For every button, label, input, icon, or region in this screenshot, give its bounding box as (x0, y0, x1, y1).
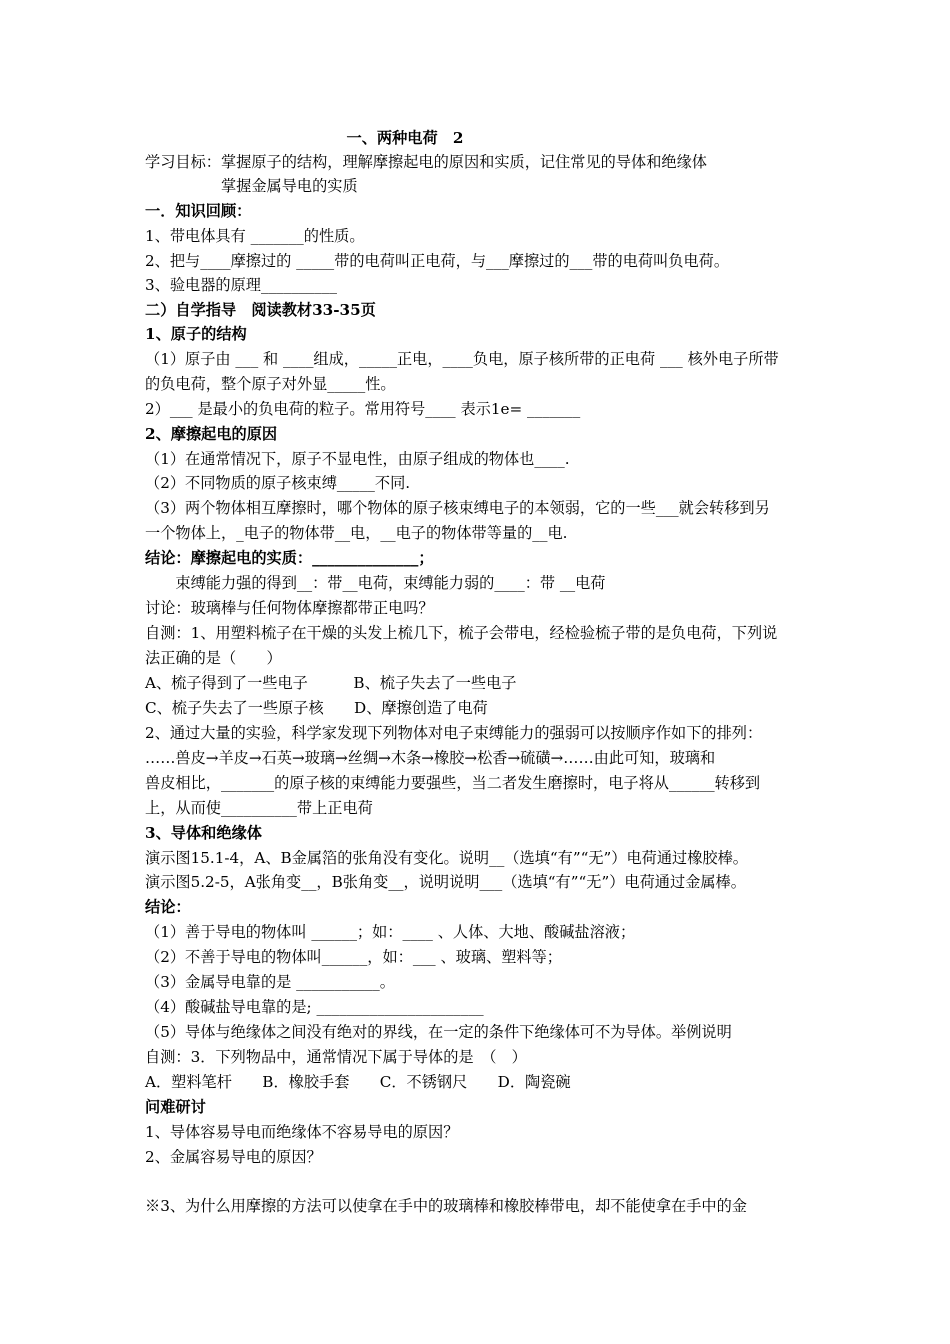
conclusion-item-2: （2）不善于导电的物体叫______，如：___ 、玻璃、塑料等； (145, 948, 562, 966)
section-heading-review: 一．知识回顾： (145, 202, 252, 220)
discussion-q2: 2、金属容易导电的原因？ (145, 1148, 322, 1166)
demo-line-1: 演示图15.1-4，A、B金属箔的张角没有变化。说明__（选填“有”“无”）电荷通过橡胶棒。 (145, 849, 748, 867)
question-2: 2、通过大量的实验，科学家发现下列物体对电子束缚能力的强弱可以按顺序作如下的排列： (145, 724, 763, 742)
atom-item-2: 2）___ 是最小的负电荷的粒子。常用符号____ 表示1e= _______ (145, 400, 581, 418)
conclusion-item-4: （4）酸碱盐导电靠的是; ______________________ (145, 998, 484, 1016)
learning-goals-line-2: 掌握金属导电的实质 (145, 177, 358, 195)
conclusion-item-3: （3）金属导电靠的是 ___________。 (145, 973, 395, 991)
discussion-q1: 1、导体容易导电而绝缘体不容易导电的原因？ (145, 1123, 459, 1141)
conclusion-heading: 结论： (145, 898, 191, 916)
subheading-friction-cause: 2、摩擦起电的原因 (145, 425, 278, 443)
question-2-end: 上，从而使__________带上正电荷 (145, 799, 373, 817)
review-item-1: 1、带电体具有 _______的性质。 (145, 227, 365, 245)
self-test-3-options: A．塑料笔杆 B．橡胶手套 C．不锈钢尺 D．陶瓷碗 (145, 1073, 571, 1091)
section-heading-self-study: 二）自学指导 阅读教材33-35页 (145, 301, 376, 319)
learning-goals-line-1: 学习目标：掌握原子的结构，理解摩擦起电的原因和实质，记住常见的导体和绝缘体 (145, 153, 707, 171)
discussion-q3: ※3、为什么用摩擦的方法可以使拿在手中的玻璃棒和橡胶棒带电，却不能使拿在手中的金 (145, 1197, 747, 1215)
self-test-1-options-cd: C、梳子失去了一些原子核 D、摩擦创造了电荷 (145, 699, 488, 717)
friction-item-2: （2）不同物质的原子核束缚_____不同. (145, 474, 411, 492)
friction-item-1: （1）在通常情况下，原子不显电性，由原子组成的物体也____. (145, 450, 570, 468)
conclusion-item-5: （5）导体与绝缘体之间没有绝对的界线，在一定的条件下绝缘体可不为导体。举例说明 (145, 1023, 732, 1041)
review-item-3: 3、验电器的原理__________ (145, 276, 337, 294)
question-2-series: ……兽皮→羊皮→石英→玻璃→丝绸→木条→橡胶→松香→硫磺→……由此可知，玻璃和 (145, 749, 716, 767)
atom-item-1-cont: 的负电荷，整个原子对外显_____性。 (145, 375, 396, 393)
question-2-cont: 兽皮相比，_______的原子核的束缚能力要强些，当二者发生磨擦时，电子将从______转移到 (145, 774, 761, 792)
atom-item-1: （1）原子由 ___ 和 ____组成，_____正电，____负电，原子核所带的正电荷 ___ 核外电子所带 (145, 350, 779, 368)
discussion-line: 讨论：玻璃棒与任何物体摩擦都带正电吗？ (145, 599, 434, 617)
self-test-3: 自测：3．下列物品中，通常情况下属于导体的是 （ ） (145, 1048, 527, 1066)
friction-item-3: （3）两个物体相互摩擦时，哪个物体的原子核束缚电子的本领弱，它的一些___就会转移到另 (145, 499, 770, 517)
self-test-1: 自测：1、用塑料梳子在干燥的头发上梳几下，梳子会带电，经检验梳子带的是负电荷，下列说 (145, 624, 778, 642)
conclusion-item-1: （1）善于导电的物体叫 ______；如：____ 、人体、大地、酸碱盐溶液； (145, 923, 636, 941)
doc-title: 一、两种电荷 2 (346, 129, 464, 147)
subheading-atom-structure: 1、原子的结构 (145, 325, 247, 343)
friction-item-3-cont: 一个物体上，_电子的物体带__电，__电子的物体带等量的__电. (145, 524, 568, 542)
discussion-heading: 问难研讨 (145, 1098, 206, 1116)
self-test-1-cont: 法正确的是（ ） (145, 649, 282, 667)
conclusion-essence: 结论：摩擦起电的实质：______________； (145, 549, 434, 567)
subheading-conductors: 3、导体和绝缘体 (145, 824, 262, 842)
conclusion-binding: 束缚能力强的得到__：带__电荷，束缚能力弱的____：带 __电荷 (145, 574, 606, 592)
review-item-2: 2、把与____摩擦过的 _____带的电荷叫正电荷，与___摩擦过的___带的电荷叫负电荷。 (145, 252, 730, 270)
demo-line-2: 演示图5.2-5，A张角变__，B张角变__，说明说明___（选填“有”“无”）电荷通过金属棒。 (145, 873, 746, 891)
self-test-1-options-ab: A、梳子得到了一些电子 B、梳子失去了一些电子 (145, 674, 517, 692)
